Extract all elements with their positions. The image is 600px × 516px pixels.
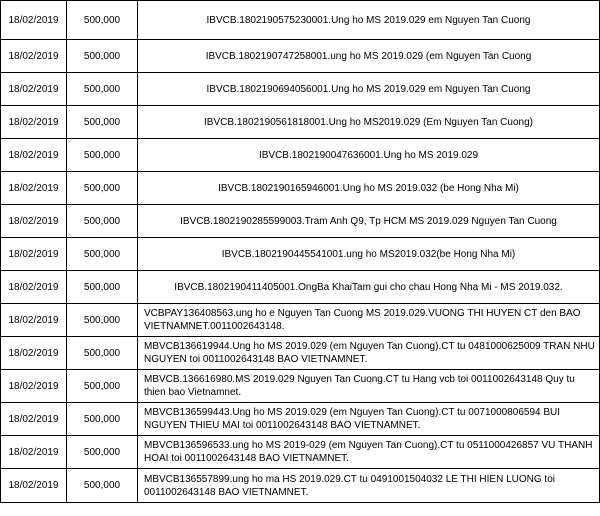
description-cell	[138, 238, 600, 271]
description-line: IBVCB.1802190561818001.Ung ho MS2019.029 (Em Nguyen Tan Cuong)	[204, 116, 533, 128]
table-row	[1, 106, 600, 139]
amount-cell: 500,000	[67, 1, 138, 40]
description-cell	[138, 469, 600, 503]
description-line: VIETNAMNET.0011002643148.	[144, 321, 285, 332]
date-cell: 18/02/2019	[1, 73, 67, 106]
amount-cell: 500,000	[67, 205, 138, 238]
table-row	[1, 403, 600, 436]
description-line: NGUYEN toi 0011002643148 BAO VIETNAMNET.	[144, 354, 368, 365]
description-cell	[138, 271, 600, 304]
amount-cell: 500,000	[67, 139, 138, 172]
description-cell	[138, 172, 600, 205]
description-line: 0011002643148 BAO VIETNAMNET.	[144, 486, 309, 498]
amount-cell: 500,000	[67, 73, 138, 106]
amount-cell: 500,000	[67, 469, 138, 503]
table-row	[1, 172, 600, 205]
description-line: MBVCB136596533.ung ho MS 2019-029 (em Nguyen Tan Cuong).CT tu 0511000426857 VU THANH	[144, 440, 593, 451]
description-cell	[138, 1, 600, 40]
date-cell: 18/02/2019	[1, 304, 67, 337]
description-line: IBVCB.1802190285599003.Tram Anh Q9, Tp HCM MS 2019.029 Nguyen Tan Cuong	[180, 215, 557, 227]
date-cell: 18/02/2019	[1, 403, 67, 436]
date-cell: 18/02/2019	[1, 106, 67, 139]
table-row	[1, 370, 600, 403]
table-row	[1, 337, 600, 370]
table-row	[1, 40, 600, 73]
amount-cell: 500,000	[67, 403, 138, 436]
date-cell: 18/02/2019	[1, 205, 67, 238]
description-cell	[138, 73, 600, 106]
description-cell	[138, 106, 600, 139]
description-cell	[138, 205, 600, 238]
table-row	[1, 73, 600, 106]
date-cell: 18/02/2019	[1, 436, 67, 469]
description-line: IBVCB.1802190047636001.Ung ho MS 2019.029	[258, 149, 479, 161]
description-cell	[138, 40, 600, 73]
description-line: IBVCB.1802190445541001.ung ho MS2019.032(be Hong Nha Mi)	[221, 248, 516, 260]
date-cell: 18/02/2019	[1, 370, 67, 403]
date-cell: 18/02/2019	[1, 40, 67, 73]
date-cell: 18/02/2019	[1, 172, 67, 205]
description-line: IBVCB.1802190165946001.Ung ho MS 2019.032 (be Hong Nha Mi)	[218, 182, 519, 194]
description-line: IBVCB.1802190575230001.Ung ho MS 2019.029 em Nguyen Tan Cuong	[206, 14, 531, 26]
description-line: IBVCB.1802190411405001.OngBa KhaiTam gui cho chau Hong Nha Mi - MS 2019.032.	[174, 281, 563, 293]
table-row	[1, 436, 600, 469]
description-line: VCBPAY136408563.ung ho e Nguyen Tan Cuong MS 2019.029.VUONG THI HUYEN CT den BAO	[144, 308, 581, 319]
amount-cell: 500,000	[67, 304, 138, 337]
date-cell: 18/02/2019	[1, 469, 67, 503]
description-cell	[138, 370, 600, 403]
table-row	[1, 304, 600, 337]
amount-cell: 500,000	[67, 40, 138, 73]
amount-cell: 500,000	[67, 337, 138, 370]
amount-cell: 500,000	[67, 370, 138, 403]
description-cell	[138, 436, 600, 469]
description-line: NGUYEN THIEU MAI toi 0011002643148 BAO VIETNAMNET.	[144, 420, 421, 431]
table-row	[1, 205, 600, 238]
description-cell	[138, 403, 600, 436]
description-line: IBVCB.1802190694056001.Ung ho MS 2019.029 em Nguyen Tan Cuong	[206, 83, 531, 95]
amount-cell: 500,000	[67, 106, 138, 139]
description-line: HOAI toi 0011002643148 BAO VIETNAMNET.	[144, 453, 349, 464]
description-line: IBVCB.1802190747258001.ung ho MS 2019.029 (em Nguyen Tan Cuong	[205, 50, 532, 62]
date-cell: 18/02/2019	[1, 337, 67, 370]
date-cell: 18/02/2019	[1, 271, 67, 304]
amount-cell: 500,000	[67, 172, 138, 205]
description-cell	[138, 304, 600, 337]
ledger-body	[1, 1, 600, 503]
description-cell	[138, 337, 600, 370]
amount-cell: 500,000	[67, 271, 138, 304]
description-line: thien bao Vietnamnet.	[144, 387, 242, 398]
table-row	[1, 238, 600, 271]
amount-cell: 500,000	[67, 436, 138, 469]
description-line: MBVCB136557899.ung ho ma HS 2019.029.CT tu 0491001504032 LE THI HIEN LUONG toi	[144, 473, 555, 485]
table-row	[1, 271, 600, 304]
table-row	[1, 1, 600, 40]
amount-cell: 500,000	[67, 238, 138, 271]
date-cell: 18/02/2019	[1, 1, 67, 40]
description-line: MBVCB136599443.Ung ho MS 2019.029 (em Nguyen Tan Cuong).CT tu 0071000806594 BUI	[144, 407, 561, 418]
description-cell	[138, 139, 600, 172]
date-cell: 18/02/2019	[1, 238, 67, 271]
table-row	[1, 139, 600, 172]
date-cell: 18/02/2019	[1, 139, 67, 172]
description-line: MBVCB.136616980.MS 2019.029 Nguyen Tan Cuong.CT tu Hang vcb toi 0011002643148 Quy tu	[144, 374, 575, 385]
table-row	[1, 469, 600, 503]
description-line: MBVCB136619944.Ung ho MS 2019.029 (em Nguyen Tan Cuong).CT tu 0481000625009 TRAN NHU	[144, 341, 595, 352]
